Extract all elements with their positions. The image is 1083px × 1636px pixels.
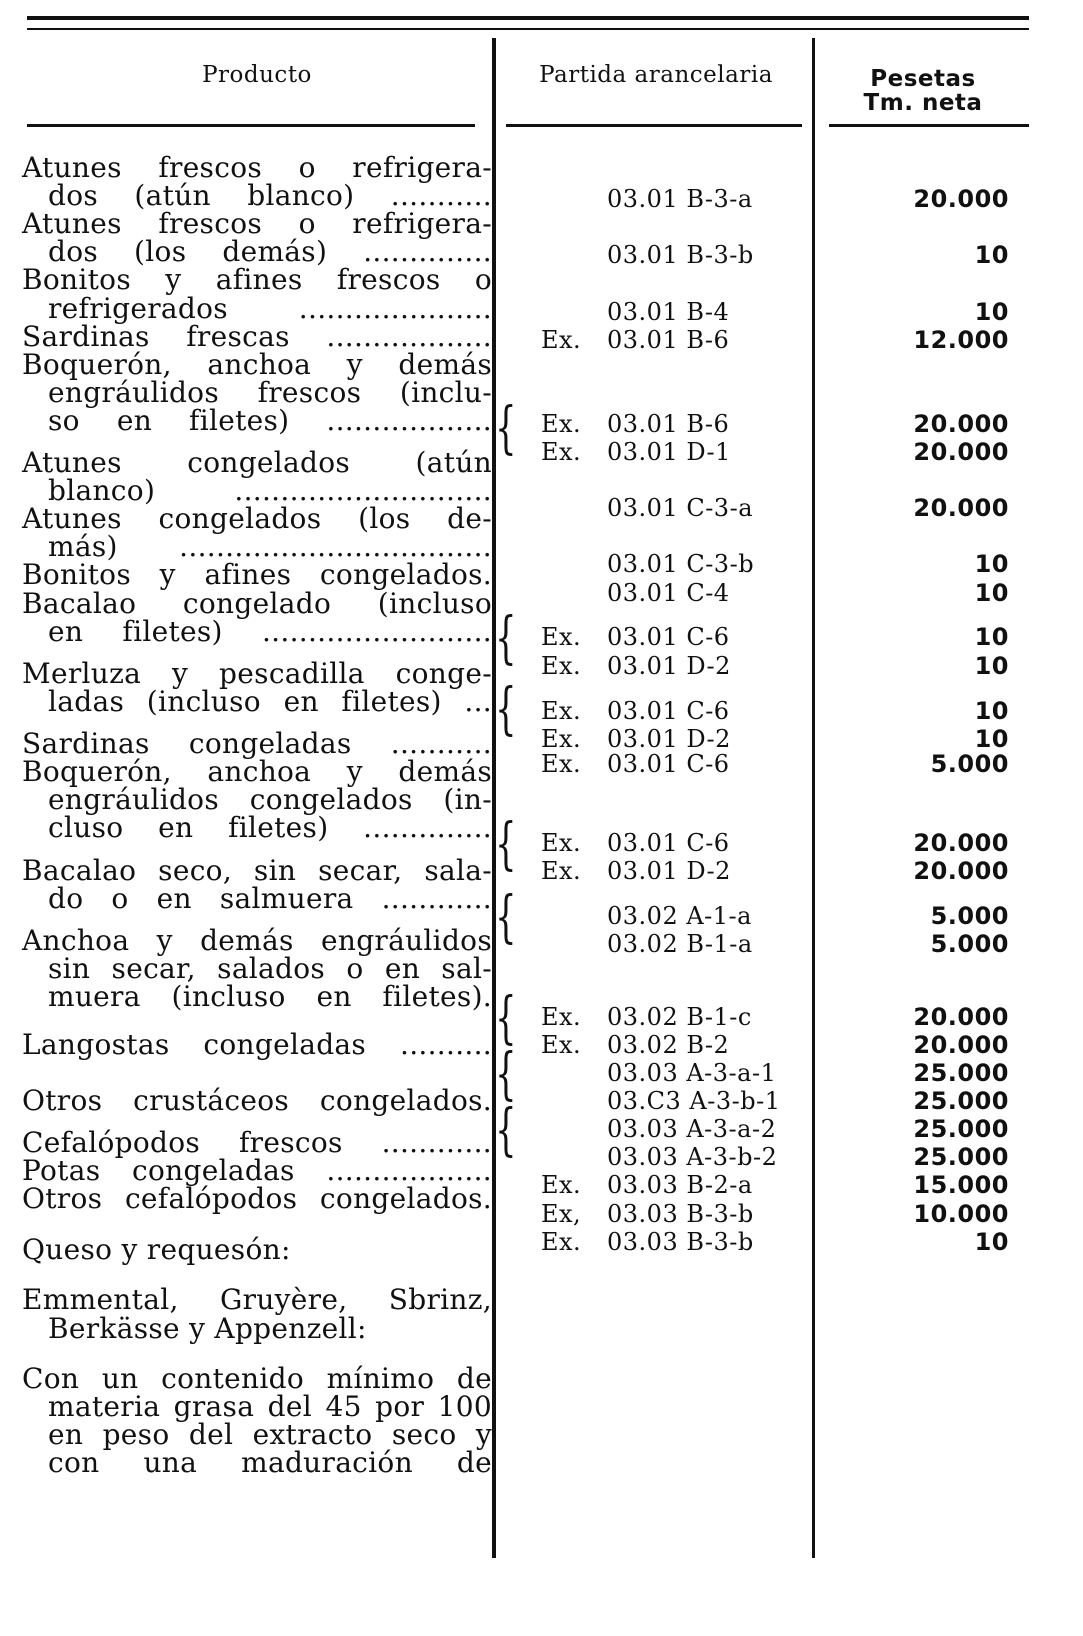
product-line: Atunes frescos o refrigera- (22, 151, 492, 184)
product-line: muera (incluso en filetes). (48, 979, 492, 1013)
tariff-ex-prefix: Ex. (541, 325, 582, 354)
tariff-code: 03.01 B-3-a (607, 185, 753, 214)
curly-brace-glyph: { (495, 1098, 517, 1164)
product-line: Otros cefalópodos congelados. (22, 1182, 492, 1216)
product-line: Bacalao congelado (incluso (22, 586, 492, 620)
curly-brace-glyph: { (495, 1042, 517, 1107)
curly-brace-glyph: { (495, 676, 517, 742)
product-line: cluso en filetes) .............. (48, 811, 492, 845)
tariff-code: 03.02 B-2 (607, 1030, 730, 1059)
tariff-code: 03.03 A-3-b-2 (607, 1143, 778, 1172)
product-line: Langostas congeladas .......... (22, 1027, 492, 1061)
price-per-tonne: 10 (974, 297, 1009, 326)
product-line: Sardinas frescas .................. (22, 319, 492, 353)
tariff-ex-prefix: Ex. (541, 623, 582, 652)
product-line: Bonitos y afines frescos o (22, 263, 492, 297)
product-line: engráulidos congelados (in- (48, 783, 492, 817)
tariff-code: 03.03 B-3-b (607, 1227, 754, 1256)
tariff-code: 03.01 C-6 (607, 828, 730, 857)
price-per-tonne: 10 (974, 651, 1009, 680)
tariff-code: 03.01 D-1 (607, 438, 731, 466)
top-rule-thick (27, 16, 1029, 20)
price-per-tonne: 20.000 (913, 494, 1009, 523)
tariff-ex-prefix: Ex, (541, 1199, 582, 1228)
price-per-tonne: 12.000 (913, 325, 1009, 354)
tariff-ex-prefix: Ex. (541, 651, 582, 680)
column-divider-2 (812, 38, 815, 1558)
price-per-tonne: 5.000 (930, 749, 1009, 778)
product-line: Bacalao seco, sin secar, sala- (22, 853, 492, 887)
tariff-code: 03.02 B-1-a (607, 929, 753, 958)
price-per-tonne: 25.000 (913, 1115, 1009, 1144)
tariff-code: 03.01 D-2 (607, 651, 731, 680)
header-tariff: Partida arancelaria (539, 62, 773, 88)
price-per-tonne: 10 (974, 578, 1009, 607)
product-line: dos (atún blanco) ........... (48, 179, 492, 213)
product-line: en filetes) ......................... (48, 614, 492, 648)
price-per-tonne: 10 (974, 724, 1009, 753)
price-per-tonne: 10.000 (913, 1199, 1009, 1228)
column-divider-1 (492, 38, 496, 1558)
product-line: Atunes frescos o refrigera- (22, 207, 492, 241)
tariff-code: 03.03 B-2-a (607, 1171, 753, 1200)
product-line: en peso del extracto seco y (48, 1418, 492, 1452)
tariff-ex-prefix: Ex. (541, 1030, 582, 1059)
product-line: so en filetes) .................. (48, 403, 492, 437)
product-line: blanco) ............................ (48, 474, 492, 508)
tariff-code: 03.01 B-4 (607, 297, 730, 326)
product-line: Queso y requesón: (22, 1232, 291, 1266)
price-per-tonne: 20.000 (913, 828, 1009, 857)
tariff-code: 03.03 A-3-a-2 (607, 1115, 777, 1144)
tariff-code: 03.01 D-2 (607, 724, 731, 753)
price-per-tonne: 5.000 (930, 901, 1009, 930)
tariff-code: 03.01 C-4 (607, 578, 730, 607)
price-per-tonne: 20.000 (913, 409, 1009, 438)
tariff-code: 03.01 C-3-a (607, 494, 753, 523)
tariff-code: 03.02 B-1-c (607, 1002, 752, 1031)
product-line: Berkässe y Appenzell: (48, 1311, 367, 1345)
product-line: Bonitos y afines congelados. (22, 558, 492, 592)
header-underline-tariff (506, 124, 802, 127)
curly-brace-glyph: { (495, 985, 517, 1051)
tariff-ex-prefix: Ex. (541, 724, 582, 753)
product-line: Sardinas congeladas ........... (22, 727, 492, 761)
product-line: Atunes congelados (los de- (22, 502, 492, 536)
product-line: Emmental, Gruyère, Sbrinz, (22, 1283, 492, 1317)
tariff-ex-prefix: Ex. (541, 696, 582, 725)
tariff-code: 03.01 D-2 (607, 856, 731, 885)
tariff-ex-prefix: Ex. (541, 438, 582, 466)
price-per-tonne: 10 (974, 696, 1009, 725)
price-per-tonne: 10 (974, 241, 1009, 270)
header-price-line1: Pesetas (870, 66, 976, 92)
product-line: do o en salmuera ............ (48, 881, 492, 915)
tariff-code: 03.C3 A-3-b-1 (607, 1087, 781, 1116)
product-line: engráulidos frescos (inclu- (48, 375, 492, 409)
price-per-tonne: 20.000 (913, 856, 1009, 885)
tariff-ex-prefix: Ex. (541, 856, 582, 885)
product-line: Atunes congelados (atún (22, 446, 492, 480)
curly-brace-glyph: { (495, 884, 517, 950)
product-line: Merluza y pescadilla conge- (22, 656, 492, 690)
product-line: sin secar, salados o en sal- (48, 951, 492, 985)
price-per-tonne: 15.000 (913, 1171, 1009, 1200)
header-underline-price (829, 124, 1029, 127)
tariff-code: 03.03 A-3-a-1 (607, 1059, 777, 1087)
price-per-tonne: 5.000 (930, 929, 1009, 958)
tariff-ex-prefix: Ex. (541, 828, 582, 857)
tariff-code: 03.01 C-6 (607, 696, 730, 725)
header-price-line2: Tm. neta (863, 90, 983, 116)
tariff-code: 03.02 A-1-a (607, 901, 752, 930)
product-line: Boquerón, anchoa y demás (22, 755, 492, 789)
product-line: Otros crustáceos congelados. (22, 1083, 492, 1117)
tariff-ex-prefix: Ex. (541, 1227, 582, 1256)
tariff-code: 03.01 B-6 (607, 409, 730, 438)
price-per-tonne: 10 (974, 623, 1009, 652)
price-per-tonne: 20.000 (913, 1002, 1009, 1031)
price-per-tonne: 20.000 (913, 438, 1009, 466)
tariff-ex-prefix: Ex. (541, 409, 582, 438)
tariff-ex-prefix: Ex. (541, 749, 582, 778)
curly-brace-glyph: { (495, 395, 517, 461)
tariff-ex-prefix: Ex. (541, 1171, 582, 1200)
curly-brace-glyph: { (495, 606, 517, 672)
price-per-tonne: 25.000 (913, 1143, 1009, 1172)
tariff-code: 03.01 C-6 (607, 623, 730, 652)
product-line: más) .................................. (48, 530, 492, 564)
price-per-tonne: 10 (974, 550, 1009, 579)
tariff-code: 03.01 C-6 (607, 749, 730, 778)
price-per-tonne: 25.000 (913, 1059, 1009, 1087)
price-per-tonne: 25.000 (913, 1087, 1009, 1116)
price-per-tonne: 20.000 (913, 1030, 1009, 1059)
header-underline-product (27, 124, 475, 127)
product-line: con una maduración de (48, 1446, 492, 1480)
curly-brace-glyph: { (495, 811, 517, 877)
tariff-code: 03.01 C-3-b (607, 550, 755, 579)
price-per-tonne: 10 (974, 1227, 1009, 1256)
top-rule-thin (27, 28, 1029, 30)
product-line: materia grasa del 45 por 100 (48, 1390, 492, 1424)
price-per-tonne: 20.000 (913, 185, 1009, 214)
tariff-code: 03.01 B-3-b (607, 241, 754, 270)
product-line: Potas congeladas .................. (22, 1154, 492, 1188)
tariff-code: 03.01 B-6 (607, 325, 730, 354)
tariff-ex-prefix: Ex. (541, 1002, 582, 1031)
product-line: Anchoa y demás engráulidos (22, 923, 492, 957)
product-line: Boquerón, anchoa y demás (22, 347, 492, 381)
tariff-code: 03.03 B-3-b (607, 1199, 754, 1228)
header-product: Producto (202, 62, 312, 88)
product-line: Con un contenido mínimo de (22, 1362, 492, 1396)
product-line: Cefalópodos frescos ............ (22, 1126, 492, 1160)
product-line: ladas (incluso en filetes) ... (48, 684, 492, 718)
product-line: dos (los demás) .............. (48, 235, 492, 269)
product-line: refrigerados ..................... (48, 291, 492, 325)
